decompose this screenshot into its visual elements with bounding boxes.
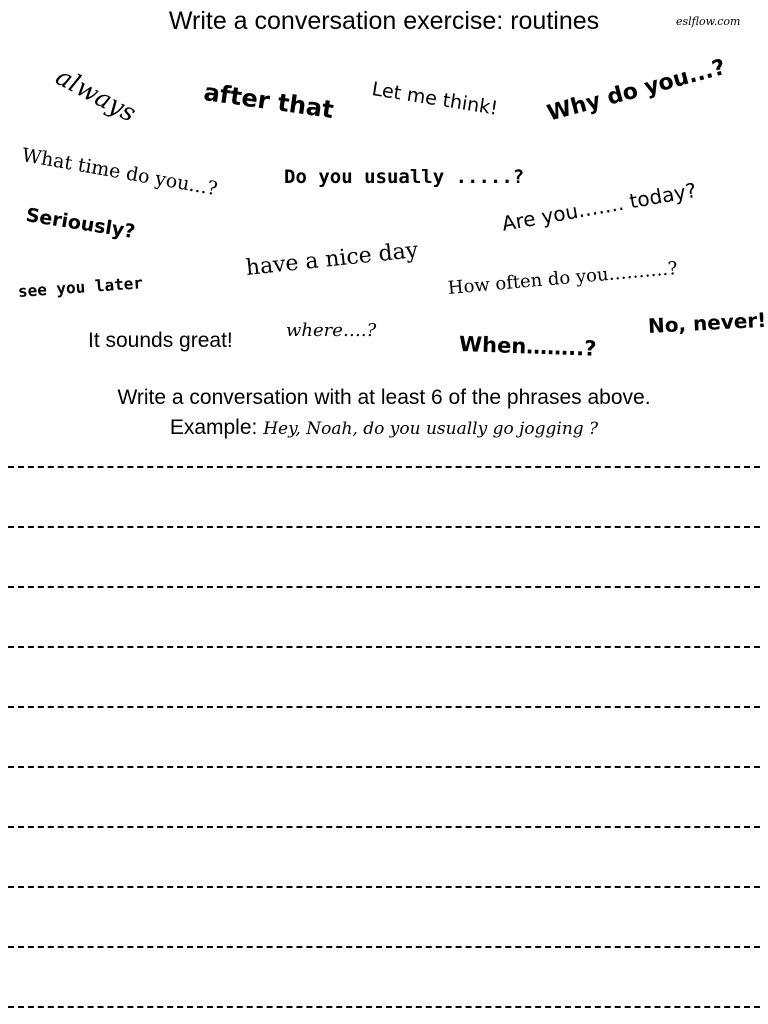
example-text: Hey, Noah, do you usually go jogging ? [263,419,599,439]
phrase-always: always [51,61,141,128]
answer-line[interactable] [8,946,760,948]
phrase-when: When……..? [458,332,597,361]
answer-line[interactable] [8,706,760,708]
phrase-it-sounds-great: It sounds great! [88,329,233,352]
answer-line[interactable] [8,766,760,768]
answer-line[interactable] [8,826,760,828]
phrase-let-me-think: Let me think! [370,78,500,120]
answer-line[interactable] [8,1006,760,1008]
phrase-seriously: Seriously? [24,204,137,244]
phrase-see-you-later: see you later [17,273,144,301]
phrase-have-a-nice-day: have a nice day [244,237,420,281]
worksheet-title: Write a conversation exercise: routines [168,7,600,35]
phrase-no-never: No, never! [647,307,767,338]
instruction-text: Write a conversation with at least 6 of the phrases above. [117,386,651,409]
phrase-are-you-today: Are you……. today? [499,177,699,236]
answer-line[interactable] [8,526,760,528]
phrase-do-you-usually: Do you usually .....? [284,166,525,188]
brand-logo-text: eslflow.com [676,15,741,28]
phrase-what-time: What time do you...? [20,144,220,201]
answer-line[interactable] [8,466,760,468]
phrase-how-often: How often do you……….? [447,257,679,299]
example-label: Example: [169,416,258,439]
example-row [0,416,768,440]
answer-line[interactable] [8,646,760,648]
phrase-where: where….? [286,320,377,341]
answer-line[interactable] [8,886,760,888]
answer-line[interactable] [8,586,760,588]
phrase-after-that: after that [202,78,336,125]
phrase-why-do-you: Why do you...? [544,54,729,127]
